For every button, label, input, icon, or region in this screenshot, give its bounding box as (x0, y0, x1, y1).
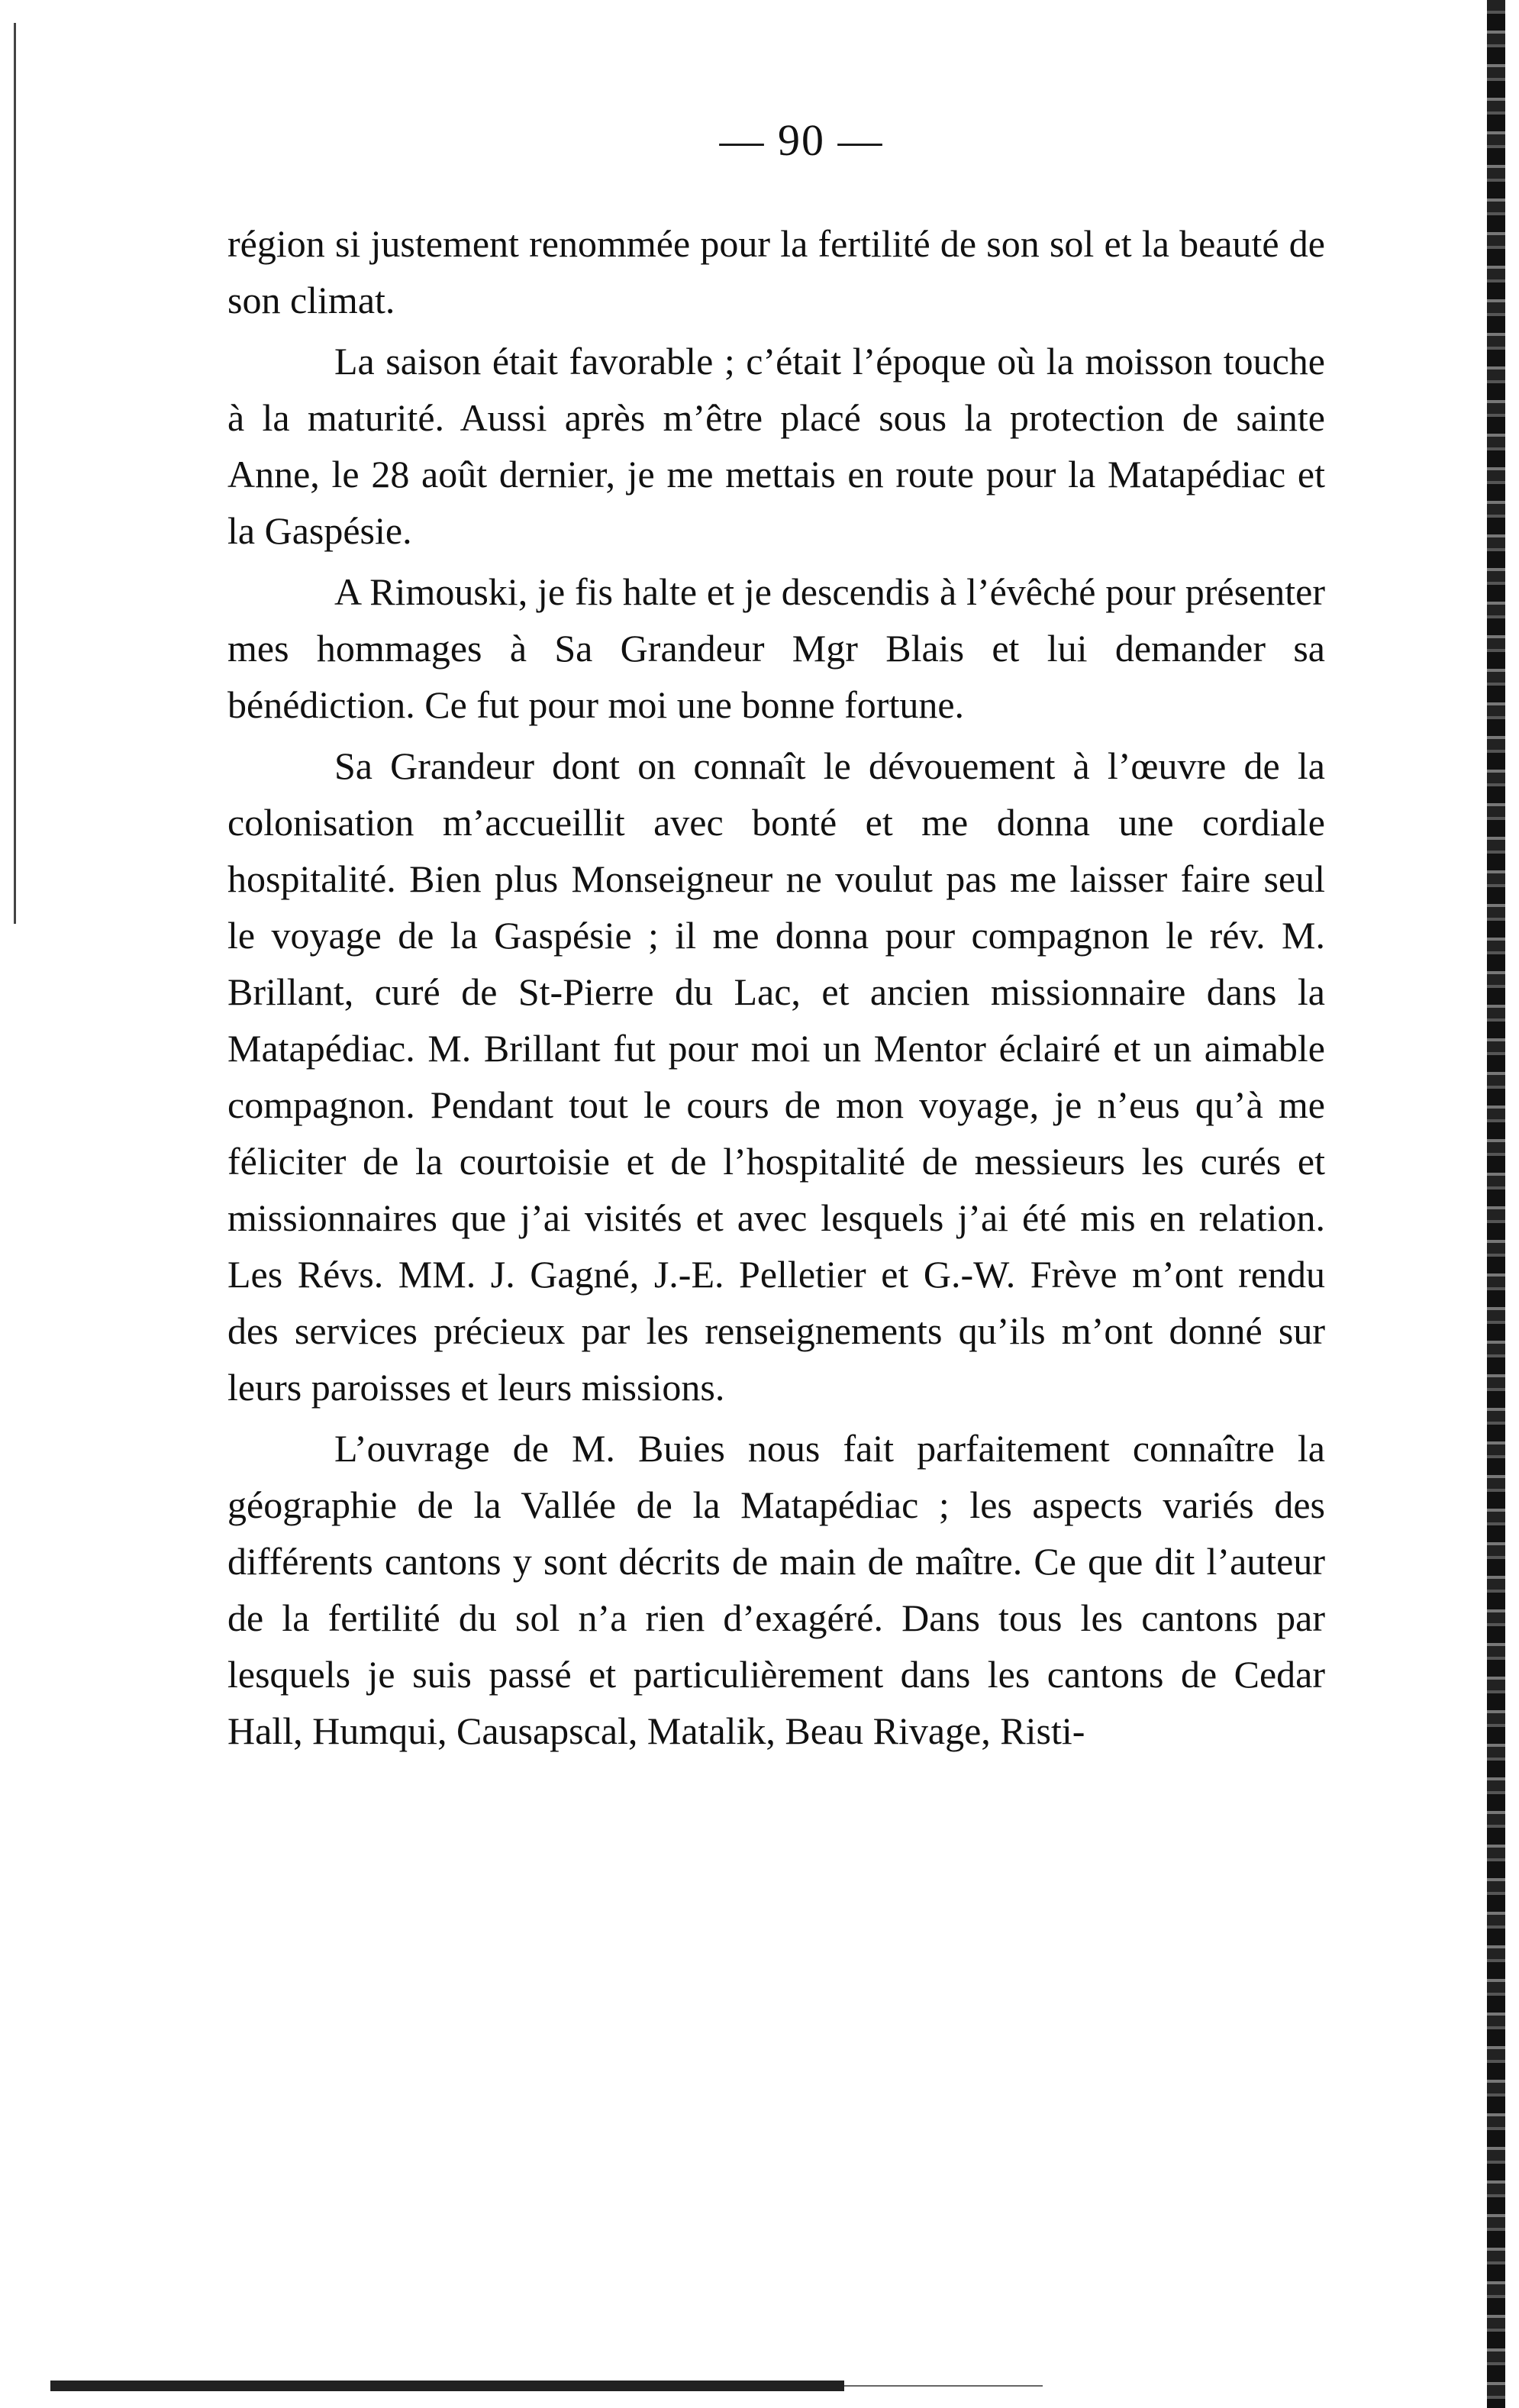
paragraph-4: Sa Grandeur dont on connaît le dévouement à l’œuvre de la colonisation m’accueillit avec bonté et me donna une cordiale hospitalité. Bien plus Monseigneur ne voulut pas me laisser faire seul le voyage de la Gaspésie ; il me donna pour compagnon le rév. M. Brillant, curé de St-Pierre du Lac, et ancien missionnaire dans la Matapédiac. M. Brillant fut pour moi un Mentor éclairé et un aimable compagnon. Pendant tout le cours de mon voyage, je n’eus qu’à me féliciter de la courtoisie et de l’hospitalité de messieurs les curés et missionnaires que j’ai visités et avec lesquels j’ai été mis en relation. Les Révs. MM. J. Gagné, J.-E. Pelletier et G.-W. Frève m’ont rendu des services précieux par les renseignements qu’ils m’ont donné sur leurs paroisses et leurs missions. (227, 744, 1325, 1409)
scan-edge-bottom-thin (844, 2385, 1043, 2387)
page-number: — 90 — (719, 115, 884, 165)
paragraph-1: région si justement renommée pour la fertilité de son sol et la beauté de son climat. (227, 222, 1325, 321)
body-text (227, 215, 1325, 1759)
scan-edge-bottom (50, 2381, 844, 2391)
paragraph-2: La saison était favorable ; c’était l’époque où la moisson touche à la maturité. Aussi après m’être placé sous la protection de sainte Anne, le 28 août dernier, je me mettais en route pour la Matapédiac et la Gaspésie. (227, 340, 1325, 552)
scan-edge-right (1487, 0, 1505, 2408)
paragraph-3: A Rimouski, je fis halte et je descendis à l’évêché pour présenter mes hommages à Sa Grandeur Mgr Blais et lui demander sa bénédiction. Ce fut pour moi une bonne fortune. (227, 570, 1325, 726)
paragraph-5: L’ouvrage de M. Buies nous fait parfaitement connaître la géographie de la Vallée de la Matapédiac ; les aspects variés des différents cantons y sont décrits de main de maître. Ce que dit l’auteur de la fertilité du sol n’a rien d’exagéré. Dans tous les cantons par lesquels je suis passé et particulièrement dans les cantons de Cedar Hall, Humqui, Causapscal, Matalik, Beau Rivage, Risti- (227, 1427, 1325, 1752)
